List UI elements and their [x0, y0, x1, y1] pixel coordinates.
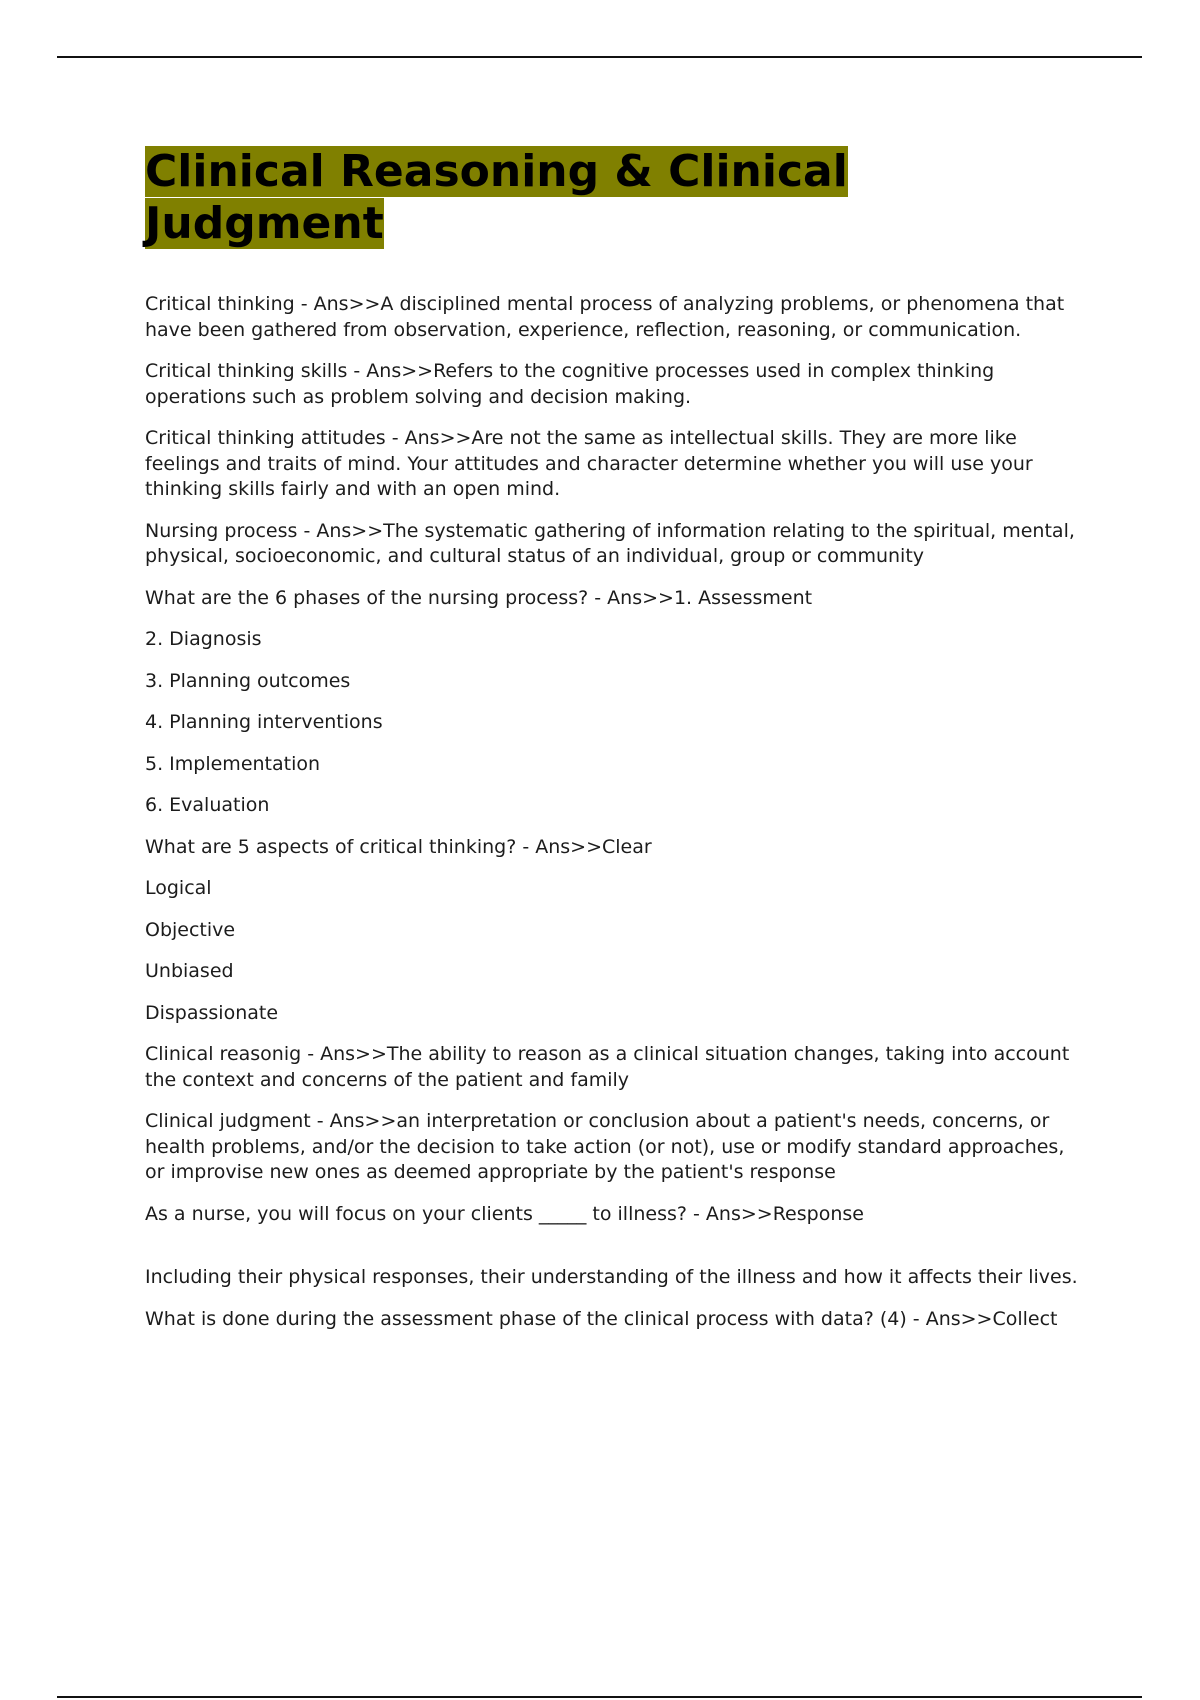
- list-item: 4. Planning interventions: [145, 711, 383, 733]
- document-title: [145, 146, 1085, 250]
- paragraph: Including their physical responses, their understanding of the illness and how it affects their lives.: [145, 1266, 1078, 1288]
- top-rule: [57, 56, 1142, 58]
- list-item: 5. Implementation: [145, 752, 321, 775]
- list-item: Unbiased: [145, 960, 234, 982]
- title-highlight: Clinical Reasoning & Clinical Judgment: [145, 146, 848, 249]
- document-page: [145, 146, 1085, 1348]
- paragraph: Critical thinking skills - Ans>>Refers to the cognitive processes used in complex thinking operations such as problem solving and decision making.: [145, 360, 995, 408]
- paragraph: Clinical reasonig - Ans>>The ability to reason as a clinical situation changes, taking into account the context and concerns of the patient and family: [145, 1043, 1070, 1091]
- list-item: Logical: [145, 877, 212, 899]
- paragraph: Critical thinking attitudes - Ans>>Are not the same as intellectual skills. They are more like feelings and traits of mind. Your attitudes and character determine whether you will use your thinking skills fairly and with an open mind.: [145, 427, 1033, 500]
- paragraph: What are the 6 phases of the nursing process? - Ans>>1. Assessment: [145, 586, 813, 609]
- paragraph: Nursing process - Ans>>The systematic gathering of information relating to the spiritual, mental, physical, socioeconomic, and cultural status of an individual, group or community: [145, 519, 1075, 567]
- paragraph: As a nurse, you will focus on your clients _____ to illness? - Ans>>Response: [145, 1202, 864, 1225]
- list-item: Dispassionate: [145, 1001, 279, 1024]
- paragraph: What are 5 aspects of critical thinking? - Ans>>Clear: [145, 835, 652, 858]
- list-item: 6. Evaluation: [145, 794, 270, 816]
- list-item: 2. Diagnosis: [145, 628, 262, 650]
- paragraph: Clinical judgment - Ans>>an interpretation or conclusion about a patient's needs, concerns, or health problems, and/or the decision to take action (or not), use or modify standard approaches, or improvise new ones as deemed appropriate by the patient's response: [145, 1110, 1065, 1183]
- list-item: Objective: [145, 918, 236, 941]
- paragraph: Critical thinking - Ans>>A disciplined mental process of analyzing problems, or phenomena that have been gathered from observation, experience, reflection, reasoning, or communication.: [145, 293, 1065, 341]
- list-item: 3. Planning outcomes: [145, 669, 351, 692]
- bottom-rule: [57, 1696, 1142, 1698]
- paragraph: What is done during the assessment phase of the clinical process with data? (4) - Ans>>Collect: [145, 1307, 1058, 1330]
